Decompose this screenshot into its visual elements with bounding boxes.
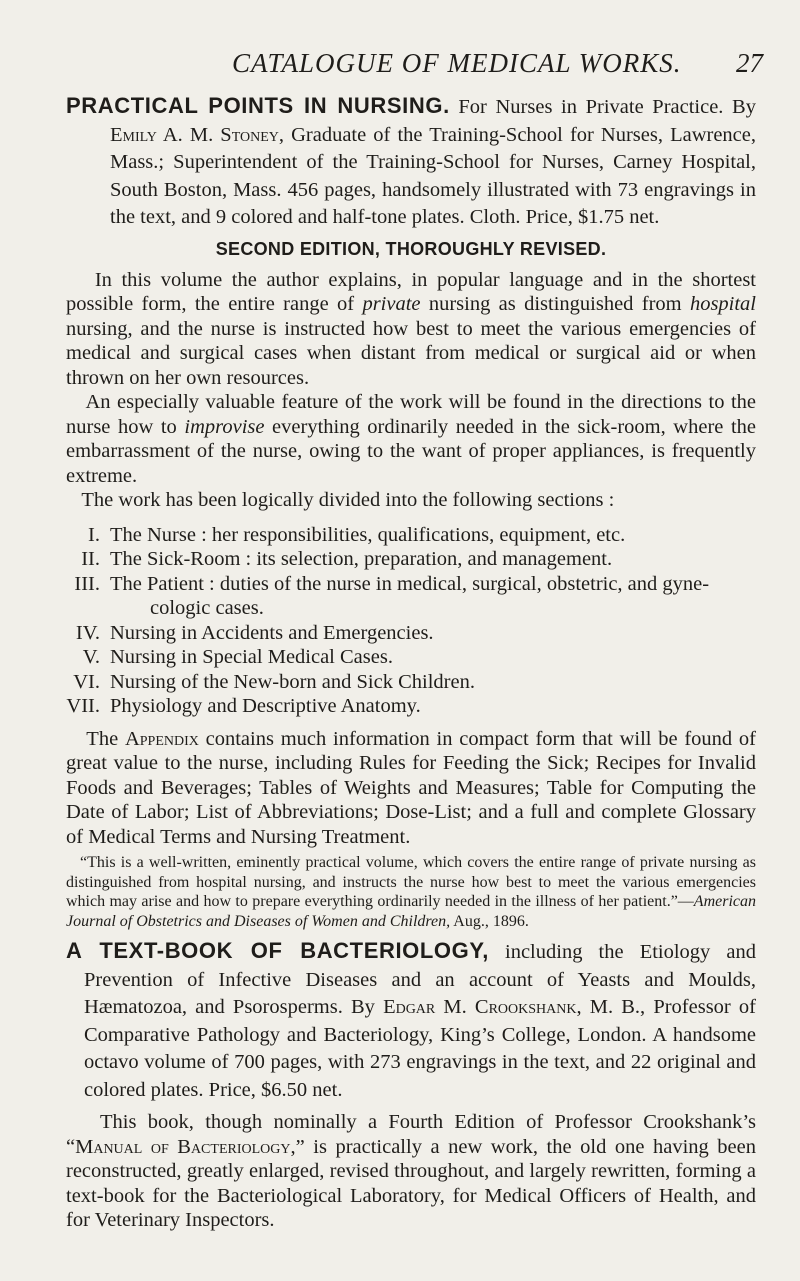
page-content — [66, 92, 756, 1233]
section-number: III. — [74, 572, 100, 595]
appendix-paragraph — [66, 727, 756, 850]
text-run: ” is practically a new work, the old one having been reconstructed, greatly enlarged, revised throughout, and largely rewritten, forming a text-book for the Bacteriological Laboratory, for Medical Officers of Health, and for Veterinary Inspectors. — [66, 1135, 756, 1231]
description-paragraph — [66, 1110, 756, 1233]
section-text — [110, 621, 756, 646]
entry-title: A TEXT-BOOK OF BACTERIOLOGY, — [66, 938, 489, 963]
list-item — [66, 547, 756, 572]
entry-details: , M. B., Professor of Comparative Pathology and Bacteriology, King’s College, London. A handsome octavo volume of 700 pages, with 273 engravings in the text, and 22 original and colored plates. Price, $6.50 net. — [84, 996, 756, 1101]
section-number: VII. — [66, 695, 100, 717]
text-run: nursing as distinguished from — [420, 293, 690, 315]
list-item — [66, 645, 756, 670]
emphasis: improvise — [184, 415, 265, 438]
text-run: In this volume the author explains, in popular language and in the shortest possible form, the entire range of — [66, 268, 757, 315]
text-run: everything ordinarily needed in the sick-room, where the embarrassment of the nurse, owing to the want of proper appliances, is frequently extreme. — [66, 415, 756, 487]
text-run: nursing, and the nurse is instructed how best to meet the various emergencies of medical and surgical cases when distant from medical or surgical aid or when thrown on her own resources. — [66, 317, 756, 389]
section-text — [110, 694, 756, 719]
text-run: This book, though nominally a Fourth Edition of Professor Crookshank’s “ — [66, 1111, 757, 1158]
quote-source: American Journal of Obstetrics and Diseases of Women and Children, — [66, 893, 756, 930]
section-label: Nursing in Accidents and Emergencies. — [110, 621, 434, 644]
entry-subtitle: For Nurses in Private Practice. By — [449, 96, 756, 118]
page-number: 27 — [736, 48, 763, 78]
section-number: VI. — [73, 670, 100, 693]
section-text — [110, 670, 756, 695]
emphasis: hospital — [689, 293, 757, 315]
list-item — [66, 523, 756, 548]
emphasis: private — [362, 293, 421, 315]
text-run: The work has been logically divided into the following sections : — [81, 489, 615, 511]
section-text — [110, 572, 756, 621]
entry-title: PRACTICAL POINTS IN NURSING. — [66, 93, 450, 118]
section-label: Nursing in Special Medical Cases. — [110, 646, 393, 668]
quote-date: Aug., 1896. — [450, 912, 529, 930]
section-label: Physiology and Descriptive Anatomy. — [110, 695, 421, 717]
section-text — [110, 645, 756, 670]
author-name: Edgar M. Crookshank — [383, 996, 577, 1018]
description-paragraph — [66, 268, 756, 391]
list-item — [66, 572, 756, 621]
list-item — [66, 694, 756, 719]
description-paragraph — [66, 488, 756, 513]
description-paragraph — [66, 390, 756, 488]
section-label: The Nurse : her responsibilities, qualifications, equipment, etc. — [110, 523, 626, 546]
section-number: II. — [81, 548, 100, 570]
running-head — [0, 48, 800, 88]
author-name: Emily A. M. Stoney — [110, 123, 279, 146]
entry-nursing — [66, 92, 756, 232]
entry-subtitle: including the Etiology and Prevention of Infective Diseases and an account of Yeasts and Moulds, Hæmatozoa, and Psorosperms. By — [84, 941, 756, 1018]
section-text — [110, 547, 756, 572]
section-number: I. — [88, 523, 100, 546]
section-number: IV. — [75, 621, 100, 644]
section-number: V. — [82, 646, 100, 668]
edition-note: SECOND EDITION, THOROUGHLY REVISED. — [215, 238, 607, 259]
section-label: Nursing of the New-born and Sick Children. — [110, 670, 475, 693]
entry-bacteriology — [66, 937, 756, 1104]
section-label: The Sick-Room : its selection, preparation, and management. — [110, 548, 613, 570]
list-item — [66, 621, 756, 646]
quote-text: “This is a well-written, eminently practical volume, which covers the entire range of private nursing as distinguished from hospital nursing, and instructs the nurse how best to meet the various emergencies which may arise and how to prepare everything ordinarily needed in the illness of her patient.”— — [66, 854, 756, 910]
appendix-label: Appendix — [124, 727, 199, 750]
manual-title: Manual of Bacteriology, — [75, 1135, 296, 1158]
running-title: CATALOGUE OF MEDICAL WORKS. — [232, 48, 682, 78]
section-label: The Patient : duties of the nurse in medical, surgical, obstetric, and gyne- — [110, 572, 710, 595]
text-run: contains much information in compact form that will be found of great value to the nurse, including Rules for Feeding the Sick; Recipes for Invalid Foods and Beverages; Tables of Weights and Measures; Table for Computing the Date of Labor; List of Abbreviations; Dose-List; and a full and complete Glossary of Medical Terms and Nursing Treatment. — [66, 727, 757, 848]
entry-details: , Graduate of the Training-School for Nurses, Lawrence, Mass.; Superintendent of the Training-School for Nurses, Carney Hospital, South Boston, Mass. 456 pages, handsomely illustrated with 73 engravings in the text, and 9 colored and half-tone plates. Cloth. Price, $1.75 net. — [110, 123, 756, 228]
text-run: The — [86, 727, 125, 750]
sections-list — [66, 523, 756, 719]
section-label-continued: cologic cases. — [150, 597, 264, 619]
text-run: An especially valuable feature of the work will be found in the directions to the nurse how to — [66, 391, 756, 438]
list-item — [66, 670, 756, 695]
section-text — [110, 523, 756, 548]
review-quote — [66, 853, 756, 931]
